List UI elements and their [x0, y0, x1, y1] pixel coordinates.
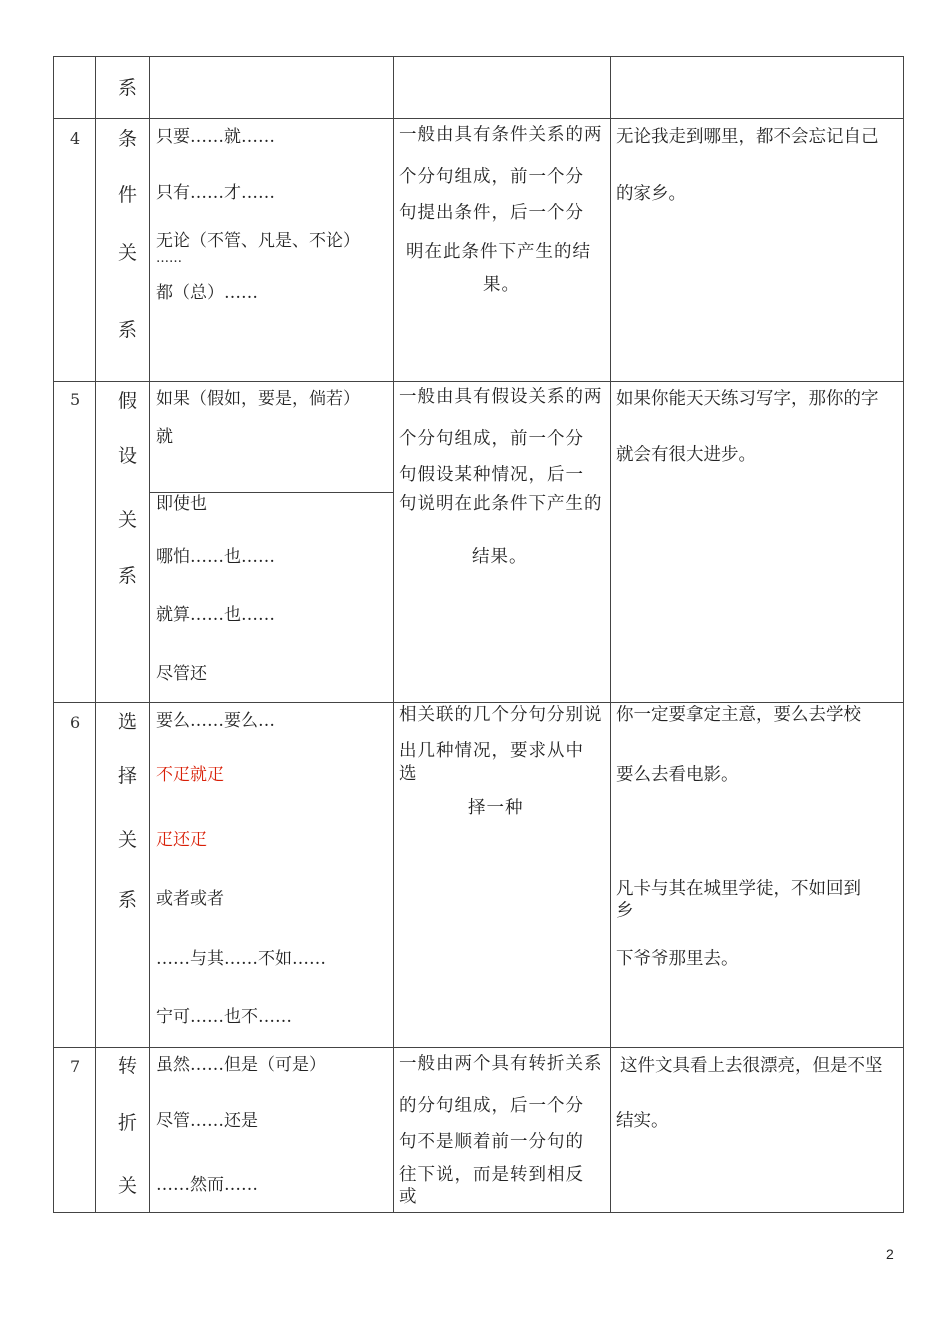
description-line: 一般由具有条件关系的两 [399, 125, 603, 145]
description-line: 明在此条件下产生的结 [406, 242, 591, 262]
example-line: 乡 [616, 901, 634, 921]
relation-type-char: 系 [118, 319, 138, 341]
conjunction: 就 [156, 427, 173, 447]
relation-type-char: 系 [118, 565, 138, 587]
description-line: 句不是顺着前一分句的 [399, 1132, 584, 1152]
conjunction: 虽然……但是（可是） [156, 1055, 326, 1075]
description-line: 个分句组成，前一个分 [399, 429, 584, 449]
description-line: 结果。 [472, 547, 528, 567]
row-number: 7 [70, 1057, 81, 1076]
description-line: 或 [399, 1187, 418, 1207]
relation-type-char: 选 [118, 711, 138, 733]
description-line: 一般由具有假设关系的两 [399, 387, 603, 407]
example-line: 结实。 [616, 1111, 669, 1131]
conjunction: 尽管……还是 [156, 1111, 258, 1131]
relation-type-char: 系 [118, 77, 138, 99]
example-line: 要么去看电影。 [616, 765, 739, 785]
example-line: 你一定要拿定主意，要么去学校 [616, 705, 861, 725]
conjunction: ……然而…… [156, 1175, 258, 1195]
conjunction: 只要……就…… [156, 127, 275, 147]
row-divider [54, 1047, 903, 1048]
conjunction: 就算……也…… [156, 605, 275, 625]
relation-type-char: 关 [118, 829, 138, 851]
conjunction: …… [156, 251, 182, 266]
example-line: 如果你能天天练习写字，那你的字 [616, 389, 879, 409]
example-line: 无论我走到哪里，都不会忘记自己 [616, 127, 879, 147]
example-line: 下爷爷那里去。 [616, 949, 739, 969]
column-divider [393, 57, 394, 1212]
relation-type-char: 设 [118, 445, 138, 467]
relation-type-char: 关 [118, 242, 138, 264]
relation-type-char: 转 [118, 1055, 138, 1077]
row-number: 6 [70, 713, 81, 732]
column-divider [95, 57, 96, 1212]
description-line: 相关联的几个分句分别说 [399, 705, 603, 725]
row-divider [54, 381, 903, 382]
description-line: 选 [399, 764, 418, 784]
relation-type-char: 关 [118, 509, 138, 531]
relation-type-char: 假 [118, 390, 138, 412]
example-line: 凡卡与其在城里学徒，不如回到 [616, 879, 861, 899]
conjunction: ……与其……不如…… [156, 949, 326, 969]
column-divider [610, 57, 611, 1212]
example-line: 这件文具看上去很漂亮，但是不坚 [620, 1056, 883, 1076]
conjunction: 都（总）…… [156, 283, 258, 303]
row-number: 4 [70, 129, 81, 148]
relation-type-char: 件 [118, 184, 138, 206]
conjunction: 即使也 [156, 494, 207, 514]
description-line: 一般由两个具有转折关系 [399, 1054, 603, 1074]
example-line: 就会有很大进步。 [616, 445, 756, 465]
description-line: 果。 [483, 275, 520, 295]
relation-type-char: 择 [118, 765, 138, 787]
conjunction: 只有……才…… [156, 183, 275, 203]
description-line: 句提出条件，后一个分 [399, 203, 584, 223]
example-line: 的家乡。 [616, 184, 686, 204]
relation-type-char: 折 [118, 1112, 138, 1134]
relation-type-char: 系 [118, 889, 138, 911]
conjunction-highlighted: 不疋就疋 [156, 765, 224, 785]
conjunction: 宁可……也不…… [156, 1007, 292, 1027]
description-line: 句说明在此条件下产生的 [399, 494, 603, 514]
row-number: 5 [70, 390, 81, 409]
relation-type-char: 关 [118, 1175, 138, 1197]
page-number: 2 [886, 1246, 894, 1262]
description-line: 往下说，而是转到相反 [399, 1165, 584, 1185]
description-line: 句假设某种情况，后一 [399, 465, 584, 485]
row-divider [54, 118, 903, 119]
relation-type-char: 条 [118, 128, 138, 150]
row-divider [54, 702, 903, 703]
column-divider [149, 57, 150, 1212]
cell-divider [149, 492, 393, 493]
description-line: 出几种情况，要求从中 [399, 741, 584, 761]
conjunction: 或者或者 [156, 889, 224, 909]
description-line: 个分句组成，前一个分 [399, 167, 584, 187]
relations-table [53, 56, 904, 1213]
conjunction: 哪怕……也…… [156, 547, 275, 567]
conjunction-highlighted: 疋还疋 [156, 830, 207, 850]
conjunction: 尽管还 [156, 664, 207, 684]
conjunction: 要么……要么… [156, 711, 275, 731]
conjunction: 如果（假如，要是，倘若） [156, 389, 360, 409]
description-line: 的分句组成，后一个分 [399, 1096, 584, 1116]
description-line: 择一种 [468, 798, 524, 818]
conjunction: 无论（不管、凡是、不论） [156, 231, 360, 251]
